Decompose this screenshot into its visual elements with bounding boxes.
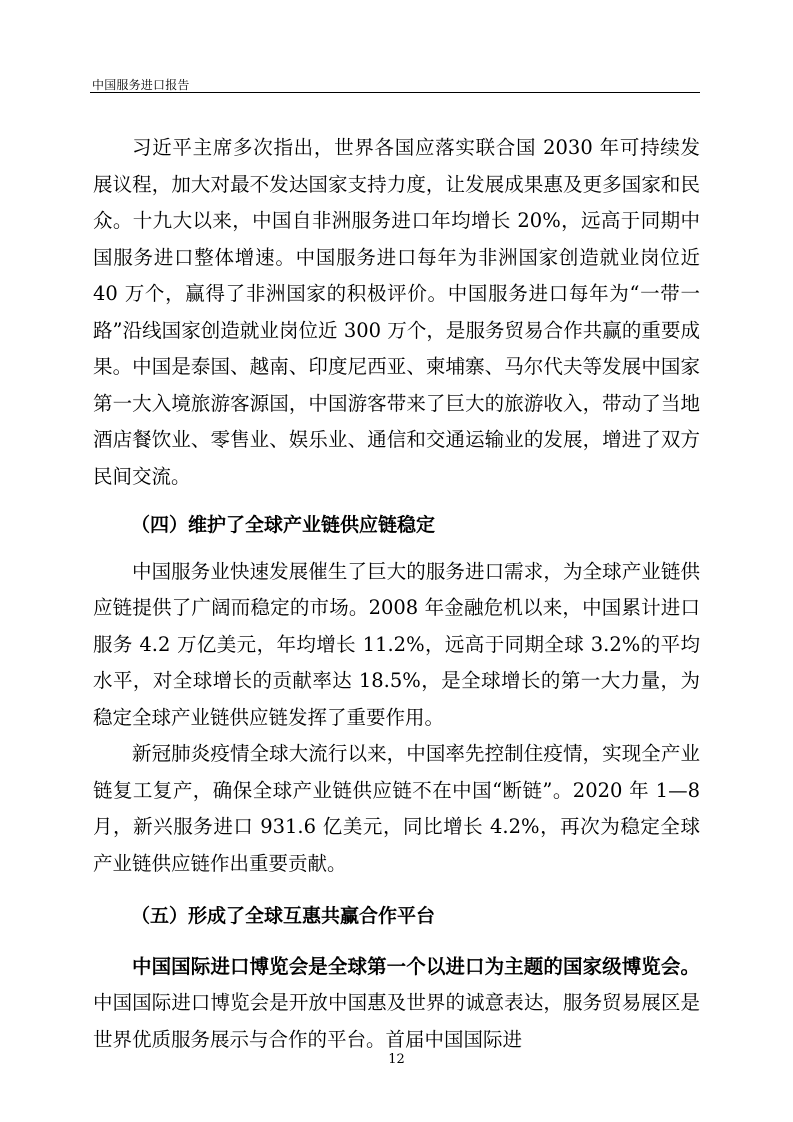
paragraph-3: 新冠肺炎疫情全球大流行以来，中国率先控制住疫情，实现全产业链复工复产，确保全球产业链供应链不在中国“断链”。2020 年 1—8 月，新兴服务进口 931.6 亿美元，同比增长 4.2%，再次为稳定全球产业链供应链作出重要贡献。 [93,742,700,875]
paragraph-2: 中国服务业快速发展催生了巨大的服务进口需求，为全球产业链供应链提供了广阔而稳定的市场。2008 年金融危机以来，中国累计进口服务 4.2 万亿美元，年均增长 11.2%，远高于同期全球 3.2%的平均水平，对全球增长的贡献率达 18.5%，是全球增长的第一大力量，为稳定全球产业链供应链发挥了重要作用。 [93,559,700,729]
page-number: 12 [388,1052,405,1067]
paragraph-4-lead: 中国国际进口博览会是全球第一个以进口为主题的国家级博览会。 [132,954,700,978]
running-header-title: 中国服务进口报告 [92,78,190,92]
paragraph-1: 习近平主席多次指出，世界各国应落实联合国 2030 年可持续发展议程，加大对最不发达国家支持力度，让发展成果惠及更多国家和民众。十九大以来，中国自非洲服务进口年均增长 20%，远高于同期中国服务进口整体增速。中国服务进口每年为非洲国家创造就业岗位近 40 万个，赢得了非洲国家的积极评价。中国服务进口每年为“一带一路”沿线国家创造就业岗位近 300 万个，是服务贸易合作共赢的重要成果。中国是泰国、越南、印度尼西亚、柬埔寨、马尔代夫等发展中国家第一大入境旅游客源国，中国游客带来了巨大的旅游收入，带动了当地酒店餐饮业、零售业、娱乐业、通信和交通运输业的发展，增进了双方民间交流。 [93,136,700,488]
body-text [93,130,700,1058]
section-heading-5: （五）形成了全球互惠共赢合作平台 [131,905,436,927]
paragraph-4-body: 中国国际进口博览会是开放中国惠及世界的诚意表达，服务贸易展区是世界优质服务展示与合作的平台。首届中国国际进 [93,991,700,1051]
section-heading-4: （四）维护了全球产业链供应链稳定 [131,514,436,536]
paragraph-4 [93,949,700,1059]
header-divider [90,92,700,93]
